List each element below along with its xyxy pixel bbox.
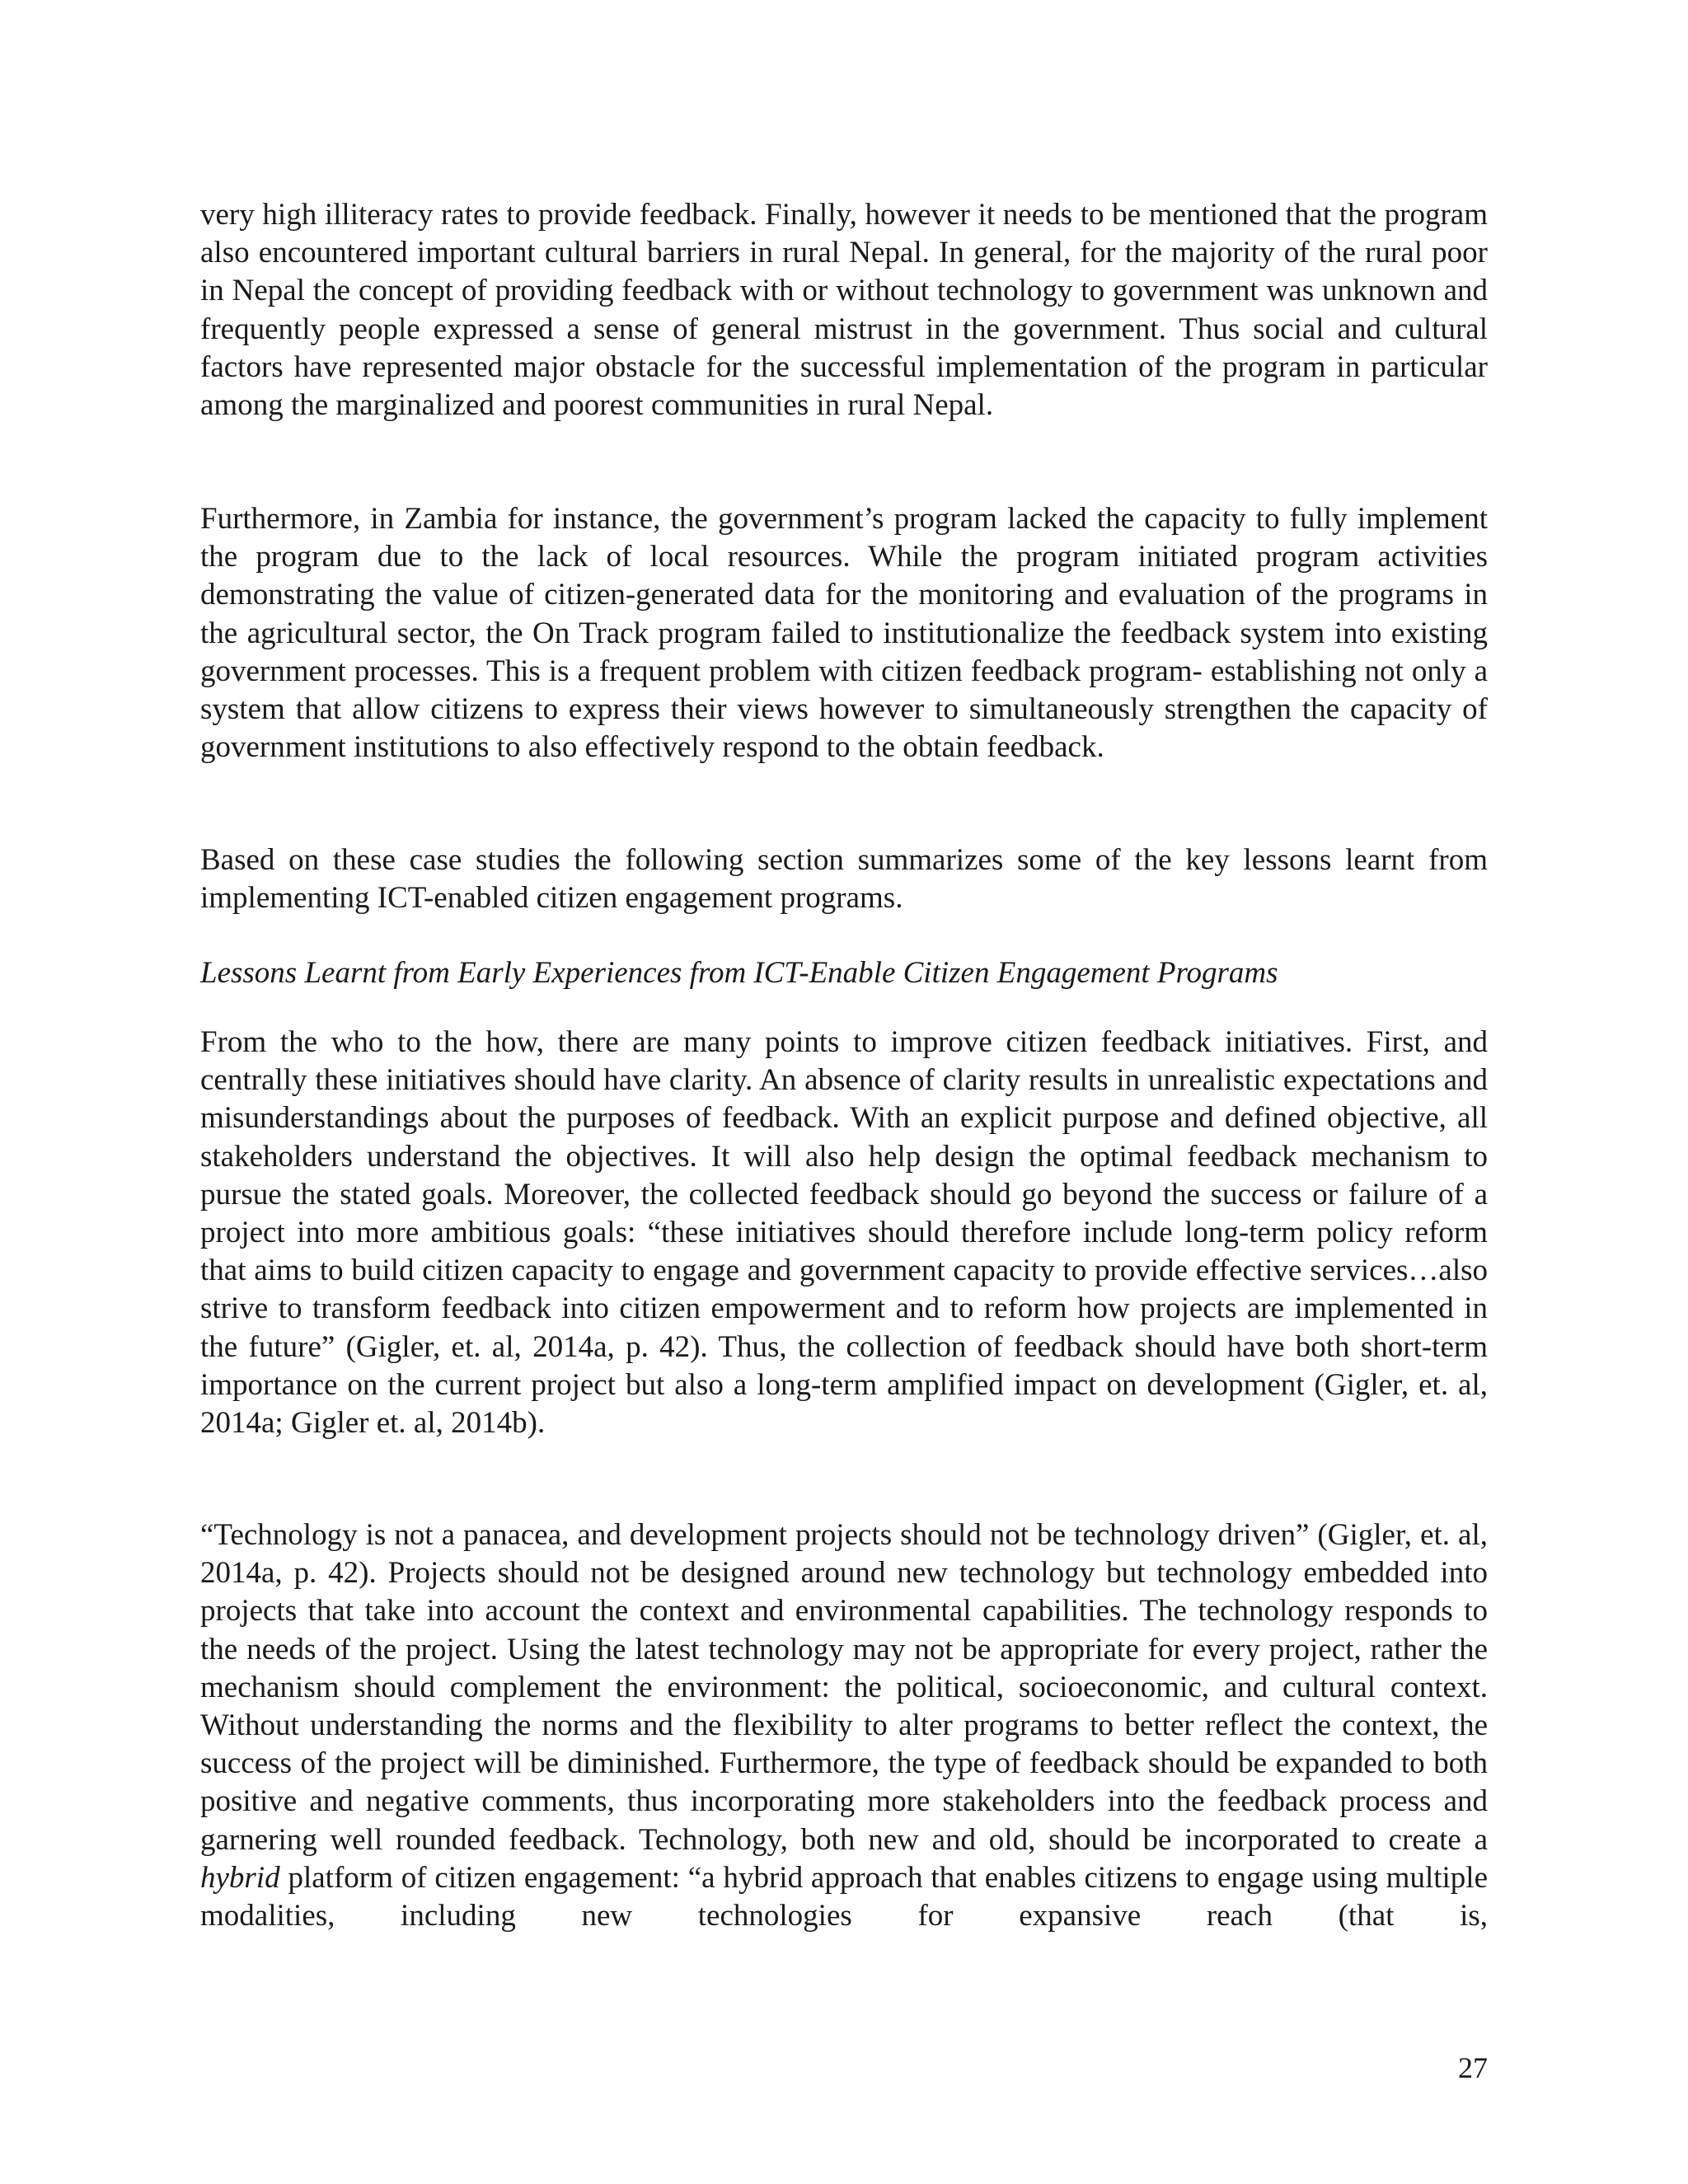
paragraph-technology-not-panacea — [200, 1516, 1488, 1935]
paragraph-zambia-program: Furthermore, in Zambia for instance, the government’s program lacked the capacity to fully implement the program due to the lack of local resources. While the program initiated program activities demonstrating the value of citizen-generated data for the monitoring and evaluation of the programs in the agricultural sector, the On Track program failed to institutionalize the feedback system into existing government processes. This is a frequent problem with citizen feedback program- establishing not only a system that allow citizens to express their views however to simultaneously strengthen the capacity of government institutions to also effectively respond to the obtain feedback. — [200, 502, 1488, 765]
paragraph-nepal-barriers: very high illiteracy rates to provide feedback. Finally, however it needs to be mentioned that the program also encountered important cultural barriers in rural Nepal. In general, for the majority of the rural poor in Nepal the concept of providing feedback with or without technology to government was unknown and frequently people expressed a sense of general mistrust in the government. Thus social and cultural factors have represented major obstacle for the successful implementation of the program in particular among the marginalized and poorest communities in rural Nepal. — [200, 198, 1488, 423]
paragraph-text-end: platform of citizen engagement: “a hybrid approach that enables citizens to engage using multiple modalities, including new technologies for expansive reach (that is, — [200, 1860, 1488, 1933]
paragraph-text-start: “Technology is not a panacea, and development projects should not be technology driven” (Gigler, et. al, 2014a, p. 42). Projects should not be designed around new technology but technology embedded into projects that take into account the context and environmental capabilities. The technology responds to the needs of the project. Using the latest technology may not be appropriate for every project, rather the mechanism should complement the environment: the political, socioeconomic, and cultural context. Without understanding the norms and the flexibility to alter programs to better reflect the context, the success of the project will be diminished. Furthermore, the type of feedback should be expanded to both positive and negative comments, thus incorporating more stakeholders into the feedback process and garnering well rounded feedback. Technology, both new and old, should be incorporated to create a — [200, 1518, 1488, 1857]
emphasis-hybrid: hybrid — [200, 1860, 280, 1895]
page-number: 27 — [1458, 2051, 1488, 2084]
paragraph-improve-feedback: From the who to the how, there are many points to improve citizen feedback initiatives. First, and centrally these initiatives should have clarity. An absence of clarity results in unrealistic expectations and misunderstandings about the purposes of feedback. With an explicit purpose and defined objective, all stakeholders understand the objectives. It will also help design the optimal feedback mechanism to pursue the stated goals. Moreover, the collected feedback should go beyond the success or failure of a project into more ambitious goals: “these initiatives should therefore include long-term policy reform that aims to build citizen capacity to engage and government capacity to provide effective services…also strive to transform feedback into citizen empowerment and to reform how projects are implemented in the future” (Gigler, et. al, 2014a, p. 42). Thus, the collection of feedback should have both short-term importance on the current project but also a long-term amplified impact on development (Gigler, et. al, 2014a; Gigler et. al, 2014b). — [200, 1025, 1488, 1441]
paragraph-case-studies-summary: Based on these case studies the following section summarizes some of the key lessons learnt from implementing ICT-enabled citizen engagement programs. — [200, 843, 1488, 916]
section-heading-lessons-learnt: Lessons Learnt from Early Experiences from ICT-Enable Citizen Engagement Programs — [200, 956, 1278, 990]
